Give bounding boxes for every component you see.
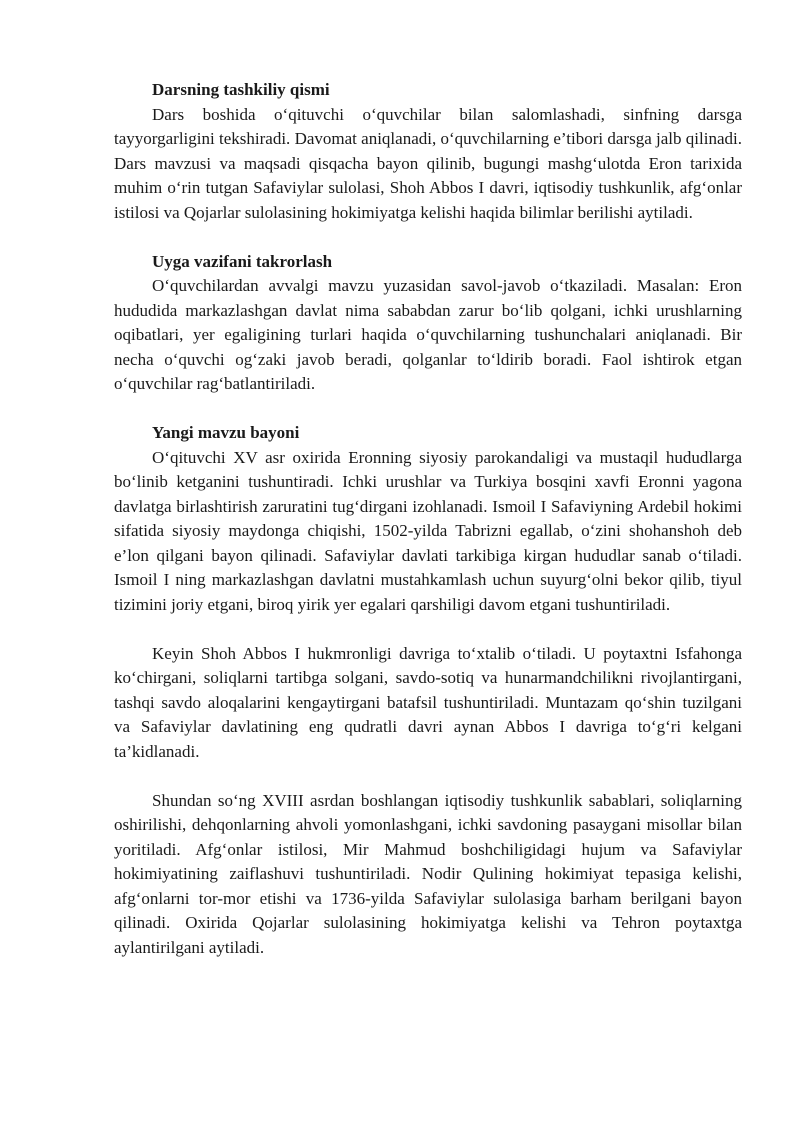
section-new-topic (114, 421, 742, 960)
section-heading: Uyga vazifani takrorlash (152, 251, 333, 271)
section-homework-review (114, 250, 742, 397)
paragraph: Shundan so‘ng XVIII asrdan boshlangan iqtisodiy tushkunlik sabablari, soliqlarning oshirilishi, dehqonlarning ahvoli yomonlashgani, ichki savdoning pasaygani misollar bilan yoritiladi. Afg‘onlar istilosi, Mir Mahmud boshchiligidagi hujum va Safaviylar hokimiyatining zaiflashuvi tushuntiriladi. Nodir Qulining hokimiyat tepasiga kelishi, afg‘onlarni tor-mor etishi va 1736-yilda Safaviylar sulolasiga barham berilgani bayon qilinadi. Oxirida Qojarlar sulolasining hokimiyatga kelishi va Tehron poytaxtga aylantirilgani aytiladi. (114, 790, 742, 957)
paragraph: O‘quvchilardan avvalgi mavzu yuzasidan savol-javob o‘tkaziladi. Masalan: Eron hududida markazlashgan davlat nima sababdan zarur bo‘lib qolgani, ichki urushlarning oqibatlari, yer egaligining turlari haqida o‘quvchilarning tushunchalari aniqlanadi. Bir necha o‘quvchi og‘zaki javob beradi, qolganlar to‘ldirib boradi. Faol ishtirok etgan o‘quvchilar rag‘batlantiriladi. (114, 276, 742, 393)
section-heading: Darsning tashkiliy qismi (152, 80, 330, 99)
document-page (114, 78, 742, 960)
section-organizational (114, 78, 742, 225)
section-heading: Yangi mavzu bayoni (152, 423, 300, 442)
paragraph: O‘qituvchi XV asr oxirida Eronning siyosiy parokandaligi va mustaqil hududlarga bo‘linib ketganini tushuntiradi. Ichki urushlar va Turkiya bosqini xavfi Eronni yagona davlatga birlashtirish zaruratini tug‘dirgani izohlanadi. Ismoil I Safaviyning Ardebil hokimi sifatida siyosiy maydonga chiqishi, 1502-yilda Tabrizni egallab, o‘zini shohanshoh deb e’lon qilgani bayon qilinadi. Safaviylar davlati tarkibiga kirgan hududlar sanab o‘tiladi. Ismoil I ning markazlashgan davlatni mustahkamlash uchun suyurg‘olni bekor qilib, tiyul tizimini joriy etgani, biroq yirik yer egalari qarshiligi davom etgani tushuntiriladi. (114, 447, 742, 614)
paragraph: Dars boshida o‘qituvchi o‘quvchilar bilan salomlashadi, sinfning darsga tayyorgarligini tekshiradi. Davomat aniqlanadi, o‘quvchilarning e’tibori darsga jalb qilinadi. Dars mavzusi va maqsadi qisqacha bayon qilinib, bugungi mashg‘ulotda Eron tarixida muhim o‘rin tutgan Safaviylar sulolasi, Shoh Abbos I davri, iqtisodiy tushkunlik, afg‘onlar istilosi va Qojarlar sulolasining hokimiyatga kelishi haqida bilimlar berilishi aytiladi. (114, 104, 742, 222)
paragraph: Keyin Shoh Abbos I hukmronligi davriga to‘xtalib o‘tiladi. U poytaxtni Isfahonga ko‘chirgani, soliqlarni tartibga solgani, savdo-sotiq va hunarmandchilikni rivojlantirgani, tashqi savdo aloqalarini kengaytirgani batafsil tushuntiriladi. Muntazam qo‘shin tuzilgani va Safaviylar davlatining eng qudratli davri aynan Abbos I davriga to‘g‘ri kelgani ta’kidlanadi. (114, 643, 742, 761)
